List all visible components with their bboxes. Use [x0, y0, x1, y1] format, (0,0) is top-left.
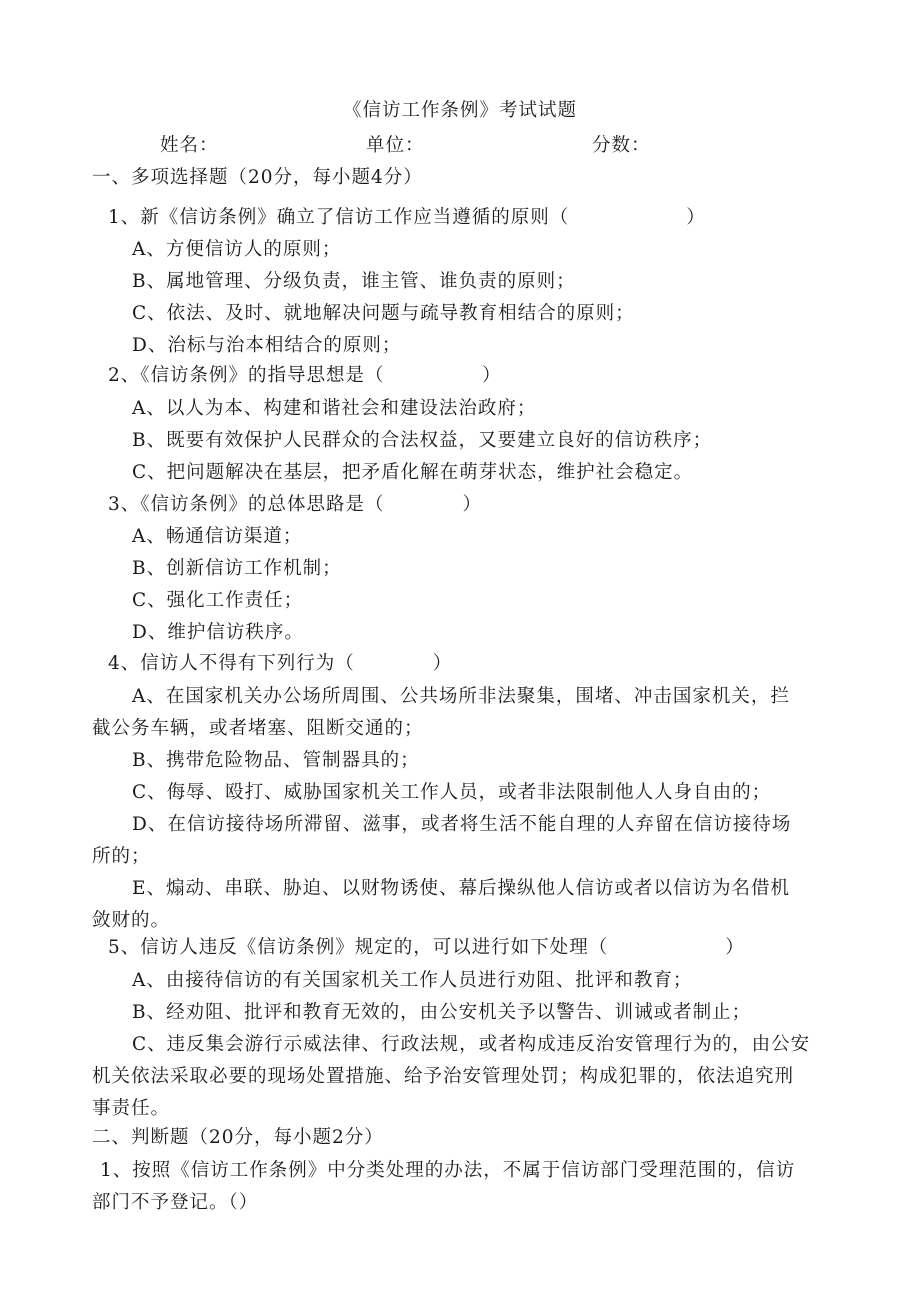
q5-stem: 5、信访人违反《信访条例》规定的，可以进行如下处理（ ）: [108, 937, 745, 958]
q4-option-d-line2: 所的；: [92, 846, 151, 867]
q1-option-c: C、依法、及时、就地解决问题与疏导教育相结合的原则；: [132, 303, 635, 324]
q5-option-b: B、经劝阻、批评和教育无效的，由公安机关予以警告、训诫或者制止；: [132, 1002, 752, 1023]
q4-option-e-line2: 敛财的。: [92, 910, 171, 931]
q4-option-c: C、侮辱、殴打、威胁国家机关工作人员，或者非法限制他人人身自由的；: [132, 782, 772, 803]
q2-option-b: B、既要有效保护人民群众的合法权益，又要建立良好的信访秩序；: [132, 430, 713, 451]
q5-option-a: A、由接待信访的有关国家机关工作人员进行劝阻、批评和教育；: [132, 970, 693, 991]
q2-option-c: C、把问题解决在基层，把矛盾化解在萌芽状态，维护社会稳定。: [132, 462, 694, 483]
q1-option-d: D、治标与治本相结合的原则；: [132, 335, 402, 356]
q3-stem: 3、《信访条例》的总体思路是（ ）: [108, 494, 483, 515]
page-title: 《信访工作条例》考试试题: [342, 100, 577, 121]
q1-stem: 1、新《信访条例》确立了信访工作应当遵循的原则（ ）: [108, 207, 706, 228]
q5-option-c-line3: 事责任。: [92, 1098, 171, 1119]
q4-option-e-line1: E、煽动、串联、胁迫、以财物诱使、幕后操纵他人信访或者以信访为名借机: [132, 878, 791, 899]
q2-stem: 2、《信访条例》的指导思想是（ ）: [108, 365, 502, 386]
name-label: 姓名：: [160, 135, 219, 156]
q1-option-a: A、方便信访人的原则；: [132, 239, 342, 260]
unit-label: 单位：: [366, 135, 425, 156]
section2-heading: 二、判断题（20分，每小题2分）: [92, 1127, 384, 1148]
q5-option-c-line1: C、违反集会游行示威法律、行政法规，或者构成违反治安管理行为的，由公安: [132, 1034, 811, 1055]
score-label: 分数：: [592, 135, 651, 156]
q4-option-a-line2: 截公务车辆，或者堵塞、阻断交通的；: [92, 718, 424, 739]
section2-q1-line2: 部门不予登记。（）: [92, 1192, 259, 1213]
q5-option-c-line2: 机关依法采取必要的现场处置措施、给予治安管理处罚；构成犯罪的，依法追究刑: [92, 1066, 795, 1087]
q1-option-b: B、属地管理、分级负责，谁主管、谁负责的原则；: [132, 271, 576, 292]
q3-option-b: B、创新信访工作机制；: [132, 558, 342, 579]
q3-option-c: C、强化工作责任；: [132, 590, 304, 611]
q2-option-a: A、以人为本、构建和谐社会和建设法治政府；: [132, 398, 537, 419]
q4-option-a-line1: A、在国家机关办公场所周围、公共场所非法聚集，围堵、冲击国家机关，拦: [132, 686, 790, 707]
q3-option-a: A、畅通信访渠道；: [132, 526, 303, 547]
section2-q1-line1: 1、按照《信访工作条例》中分类处理的办法，不属于信访部门受理范围的，信访: [100, 1160, 796, 1181]
q4-option-d-line1: D、在信访接待场所滞留、滋事，或者将生活不能自理的人弃留在信访接待场: [132, 814, 792, 835]
q4-stem: 4、信访人不得有下列行为（ ）: [108, 653, 453, 674]
q3-option-d: D、维护信访秩序。: [132, 622, 304, 643]
q4-option-b: B、携带危险物品、管制器具的；: [132, 750, 420, 771]
section1-heading: 一、多项选择题（20分，每小题4分）: [92, 167, 423, 188]
